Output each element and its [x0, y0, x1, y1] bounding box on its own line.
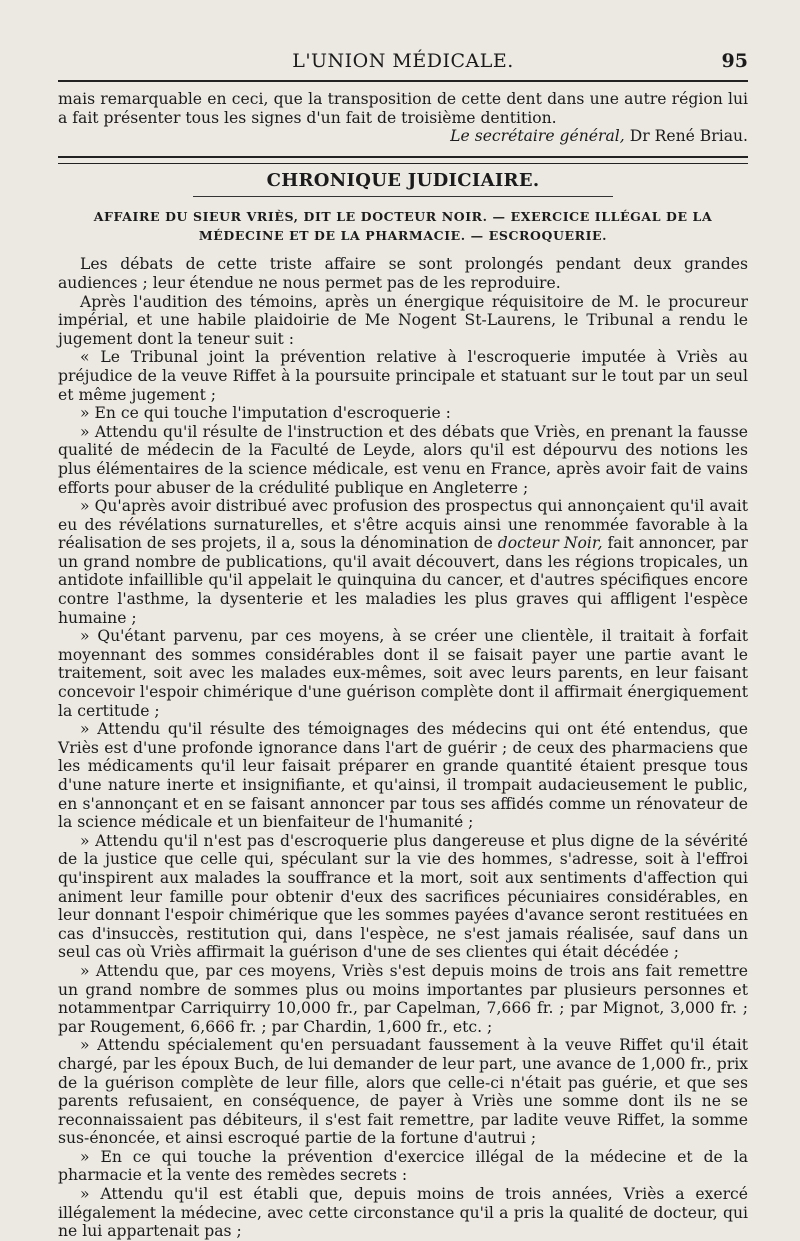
section-divider — [58, 156, 748, 164]
signature-role: Le secrétaire général, — [450, 127, 625, 146]
paragraph-part: fait annoncer, par un grand nombre de publications, qu'il avait découvert, dans les régions tropicales, un antidote infaillible qu'il appelait le quinquina du cancer, et d'autres spécifiques encore contre l'asthme, la dysenterie et les maladies les plus graves qui affligent l'espèce humaine ; — [58, 534, 748, 627]
paragraph: » En ce qui touche la prévention d'exercice illégal de la médecine et de la pharmacie et la vente des remèdes secrets : — [58, 1147, 748, 1185]
paragraph: » Attendu qu'il est établi que, depuis moins de trois années, Vriès a exercé illégalement la médecine, avec cette circonstance qu'il a pris la qualité de docteur, qui ne lui appartenait pas ; — [58, 1185, 748, 1241]
paragraph: « Le Tribunal joint la prévention relative à l'escroquerie imputée à Vriès au préjudice de la veuve Riffet à la poursuite principale et statuant sur le tout par un seul et même jugement ; — [58, 348, 748, 404]
paragraph: » Qu'étant parvenu, par ces moyens, à se créer une clientèle, il traitait à forfait moyennant des sommes considérables dont il se faisait payer une partie avant le traitement, soit avec les malades eux-mêmes, soit avec leurs parents, en leur faisant concevoir l'espoir chimérique d'une guérison complète dont il affirmait énergiquement la certitude ; — [58, 627, 748, 720]
paragraph: » Attendu qu'il résulte de l'instruction et des débats que Vriès, en prenant la fausse qualité de médecin de la Faculté de Leyde, alors qu'il est dépourvu des notions les plus élémentaires de la science médicale, est venu en France, après avoir fait de vains efforts pour abuser de la crédulité publique en Angleterre ; — [58, 422, 748, 497]
paragraph: Les débats de cette triste affaire se sont prolongés pendant deux grandes audiences ; leur étendue ne nous permet pas de les reproduire. — [58, 255, 748, 292]
signature — [58, 127, 748, 146]
subtitle-line-2: MÉDECINE ET DE LA PHARMACIE. — ESCROQUERIE. — [198, 228, 608, 244]
section-title: CHRONIQUE JUDICIAIRE. — [266, 169, 540, 191]
paragraph — [58, 497, 748, 627]
intro-paragraph: mais remarquable en ceci, que la transposition de cette dent dans une autre région lui a fait présenter tous les signes d'un fait de troisième dentition. — [58, 90, 748, 127]
paragraph: » Attendu spécialement qu'en persuadant faussement à la veuve Riffet qu'il était chargé, par les époux Buch, de lui demander de leur part, une avance de 1,000 fr., prix de la guérison complète de leur fille, alors que celle-ci n'était pas guérie, et que ses parents refusaient, en conséquence, de payer à Vriès une somme dont ils ne se reconnaissaient pas débiteurs, il s'est fait remettre, par ladite veuve Riffet, la somme sus-énoncée, et ainsi escroqué partie de la fortune d'autrui ; — [58, 1036, 748, 1148]
paragraph-part: » Qu'après avoir distribué avec profusion des prospectus qui annonçaient qu'il avait eu des révélations surnaturelles, et s'être acquis ainsi une renommée favorable à la réalisation de ses projets, il a, sous la dénomination de — [58, 497, 748, 553]
emphasis: docteur Noir, — [497, 534, 603, 553]
paragraph: Après l'audition des témoins, après un énergique réquisitoire de M. le procureur impérial, et une habile plaidoirie de Me Nogent St-Laurens, le Tribunal a rendu le jugement dont la teneur suit : — [58, 292, 748, 348]
journal-title: L'UNION MÉDICALE. — [292, 50, 514, 72]
journal-page — [58, 0, 748, 1241]
header-rule — [58, 80, 748, 82]
title-rule — [193, 196, 613, 197]
page-number: 95 — [721, 50, 748, 72]
section-subtitle — [58, 207, 748, 245]
paragraph: » En ce qui touche l'imputation d'escroquerie : — [80, 404, 451, 423]
paragraph: » Attendu qu'il n'est pas d'escroquerie plus dangereuse et plus digne de la sévérité de la justice que celle qui, spéculant sur la vie des hommes, s'adresse, soit à l'effroi qu'inspirent aux malades la souffrance et la mort, soit aux sentiments d'affection qui animent leur famille pour obtenir d'eux des sacrifices pécuniaires considérables, en leur donnant l'espoir chimérique que les sommes payées d'avance seront restituées en cas d'insuccès, restitution qui, dans l'espèce, ne s'est jamais réalisée, sauf dans un seul cas où Vriès affirmait la guérison d'une de ses clientes qui était décédée ; — [58, 831, 748, 962]
paragraph: » Attendu que, par ces moyens, Vriès s'est depuis moins de trois ans fait remettre un grand nombre de sommes plus ou moins importantes par plusieurs personnes et notammentpar Carriquirry 10,000 fr., par Capelman, 7,666 fr. ; par Mignot, 3,000 fr. ; par Rougement, 6,666 fr. ; par Chardin, 1,600 fr., etc. ; — [58, 961, 748, 1036]
running-header — [58, 48, 748, 78]
article-body — [58, 90, 748, 1241]
paragraph: » Attendu qu'il résulte des témoignages des médecins qui ont été entendus, que Vriès est d'une profonde ignorance dans l'art de guérir ; de ceux des pharmaciens que les médicaments qu'il leur faisait préparer en grande quantité étaient presque tous d'une nature inerte et insignifiante, et qu'ainsi, il trompait audacieusement le public, en s'annonçant et en se faisant annoncer par tous ses affidés comme un rénovateur de la science médicale et un bienfaiteur de l'humanité ; — [58, 720, 748, 832]
subtitle-line-1: AFFAIRE DU SIEUR VRIÈS, DIT LE DOCTEUR NOIR. — EXERCICE ILLÉGAL DE LA — [93, 209, 713, 225]
signature-name: Dr René Briau. — [629, 127, 748, 146]
